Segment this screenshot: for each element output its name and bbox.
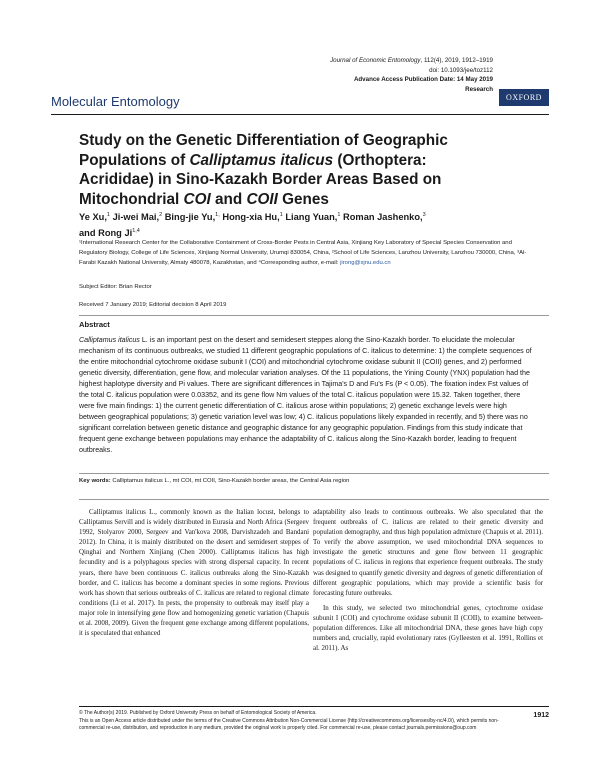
author[interactable]: Roman Jashenko,$^3$ (343, 212, 426, 223)
body-paragraph: In this study, we selected two mitochondrial genes, cytochrome oxidase subunit I (COI) and cytochrome oxidase subunit II (COII), to examine between-population differences. Like all mitochondrial DNA, these genes have high copy numbers and, crucially, rapid evolutionary rates (Gylleesten et al. 1991, Rollins et al. 2011). As (313, 603, 543, 653)
keywords-label: Key words: (79, 478, 111, 484)
affiliations: ¹International Research Center for the Collaborative Containment of Cross-Border Pests in Central Asia, Xinjiang Key Laboratory of Special Species Conservation and Regulatory Biology, College of Life Sciences, Xinjiang Normal University, Urumqi 830054, China, ²School of Life Sciences, Lanzhou University, Lanzhou 730000, China, ³Al-Farabi Kazakh National University, Almaty 480078, Kazakhstan, and ⁴Corresponding author, e-mail: jirong@xjnu.edu.cn (79, 240, 527, 266)
citation: , 112(4), 2019, 1912–1919 (420, 57, 493, 64)
author[interactable]: Bing-jie Yu,$^{1,}$ (164, 212, 220, 223)
article-type: Research (465, 85, 493, 93)
body-divider (79, 499, 549, 500)
journal-info (330, 56, 493, 94)
subject-editor: Subject Editor: Brian Rector (79, 284, 152, 290)
author[interactable]: Ji-wei Mai,$^2$ (112, 212, 163, 223)
author[interactable]: Hong-xia Hu,$^1$ (222, 212, 283, 223)
copyright-footer (79, 710, 519, 733)
body-paragraph: adaptability also leads to continuous outbreaks. We also speculated that the frequent outbreaks of C. italicus are related to their genetic diversity and population demography, and thus high population admixture (Chapuis et al. 2011). To verify the above assumption, we used mitochondrial DNA sequences to investigate the genetic structures and gene flow between 11 geographic populations of C. italicus in regions that experience frequent outbreaks. The study was designed to quantify genetic diversity and degrees of genetic differentiation of different geographic populations, which may provide a scientific basis for forecasting future outbreaks. (313, 508, 543, 597)
copyright-line: © The Author(s) 2019. Published by Oxford University Press on behalf of Entomological Society of America. (79, 710, 317, 716)
corresponding-email[interactable]: jirong@xjnu.edu.cn (340, 260, 391, 266)
license-line: This is an Open Access article distributed under the terms of the Creative Commons Attribution Non-Commercial License (http://creativecommons.org/licenses/by-nc/4.0/), which permits non-commercial re-use, distribution, and reproduction in any medium, provided the original work is properly cited. For commercial re-use, please contact journals.permissions@oup.com (79, 717, 499, 732)
footer-divider (79, 706, 549, 707)
received-dates: Received 7 January 2019; Editorial decision 8 April 2019 (79, 302, 227, 308)
abstract-divider (79, 315, 549, 316)
keywords: Key words: Calliptamus italicus L., mt COI, mt COII, Sino-Kazakh border areas, the Central Asia region (79, 478, 350, 484)
abstract-text: Calliptamus italicus L. is an important pest on the desert and semidesert steppes along the Sino-Kazakh border. To elucidate the molecular mechanism of its continuous outbreaks, we studied 11 different geographic populations of C. italicus to determine: 1) the complete sequences of the entire mitochondrial cytochrome oxidase subunit I (COI) and mitochondrial cytochrome oxidase subunit II (COII) genes, and 2) performed genetic diversity, differentiation, gene flow, and molecular variation analyses. Of the 11 populations, the Yining County (YNX) population had the highest haplotype diversity and Pi values. There are significant differences in Tajima's D and Fu's Fs (P < 0.05). The fixation index Fst values of the total C. italicus population were 0.03352, and its gene flow Nm values of the total C. italicus population were 15.32. Taken together, there were five main findings: 1) the current genetic differentiation of C. italicus arose within populations; 2) genetic exchange levels were high between geographical populations; 3) genetic variation level was low; 4) C. italicus populations likely expanded in recently, and 5) there was no significant correlation between genetic distance and geographic distance for any geographic population. Findings from this study indicate that frequent gene exchange between populations may enhance the adaptability of C. italicus along the Sino-Kazakh border, leading to frequent outbreaks. (79, 336, 532, 454)
section-label: Molecular Entomology (51, 94, 180, 109)
advance-access-date: Advance Access Publication Date: 14 May 2019 (353, 76, 493, 84)
author[interactable]: Liang Yuan,$^1$ (285, 212, 341, 223)
oxford-logo: OXFORD (499, 89, 549, 106)
keywords-divider (79, 473, 549, 474)
author[interactable]: Ye Xu,$^1$ (79, 212, 110, 223)
author[interactable]: and Rong Ji$^{1,4}$ (79, 227, 140, 238)
body-column-left (79, 507, 309, 638)
body-paragraph: Calliptamus italicus L., commonly known as the Italian locust, belongs to Calliptamus Servill and is widely distributed in Eurasia and North Africa (Sergeev 1992, Stolyarov 2000, Sergeev and Van'kova 2008, Darvishzadeh and Bandani 2012). In China, it is mainly distributed on the desert and semidesert steppes of Qinghai and Northern Xinjiang (Chen 2000). Calliptamus italicus has high fecundity and is a polyphagous species with strong dispersal capacity. In recent years, there have been continuous C. italicus outbreaks along the Sino-Kazakh border, and C. italicus has become a dominant species in some regions. Previous work has shown that serious outbreaks of C. italicus are related to regional climate conditions (Li et al. 2017). In pests, the propensity to outbreak may itself play a major role in intensifying gene flow and homogenizing genetic variation (Chapuis et al. 2008, 2009). Given the frequent gene exchange among different populations, it is speculated that enhanced (79, 508, 309, 638)
journal-name: Journal of Economic Entomology (330, 57, 421, 64)
page-number: 1912 (533, 712, 549, 719)
body-column-right (313, 507, 543, 653)
author-list (79, 209, 439, 240)
header-divider (51, 114, 549, 115)
article-title: Study on the Genetic Differentiation of Geographic Populations of Calliptamus italicus (Orthoptera: Acrididae) in Sino-Kazakh Border Areas Based on Mitochondrial COI and COII Genes (79, 132, 448, 208)
doi[interactable]: doi: 10.1093/jee/toz112 (429, 66, 493, 74)
abstract-heading: Abstract (79, 320, 110, 329)
